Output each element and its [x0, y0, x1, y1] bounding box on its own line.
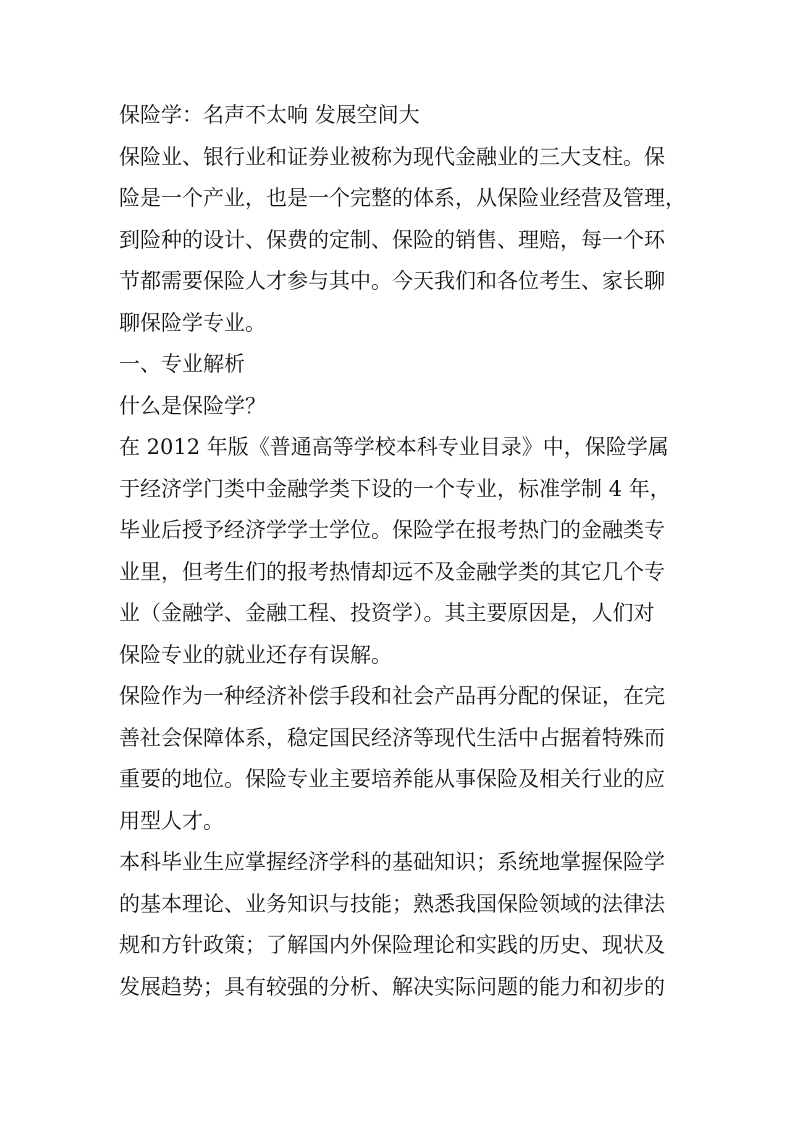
text-line: 保险业、银行业和证券业被称为现代金融业的三大支柱。保	[119, 144, 665, 169]
text-line: 保险作为一种经济补偿手段和社会产品再分配的保证，在完	[119, 684, 665, 708]
paragraph	[119, 842, 689, 1008]
document-title: 保险学：名声不太响 发展空间大	[119, 103, 420, 127]
text-line: 本科毕业生应掌握经济学科的基础知识；系统地掌握保险学	[119, 850, 665, 874]
text-line: 一、专业解析	[119, 352, 245, 376]
text-line: 用型人才。	[119, 808, 224, 833]
text-line: 什么是保险学？	[119, 393, 266, 418]
paragraph	[119, 427, 689, 676]
paragraph	[119, 676, 689, 842]
text-line: 到险种的设计、保费的定制、保险的销售、理赔，每一个环	[119, 227, 665, 252]
paragraph	[119, 386, 689, 428]
text-line: 业里，但考生们的报考热情却远不及金融学类的其它几个专	[119, 559, 665, 584]
text-line: 险是一个产业，也是一个完整的体系，从保险业经营及管理，	[119, 186, 686, 210]
text-line: 保险专业的就业还存有误解。	[119, 642, 392, 667]
text-line: 善社会保障体系，稳定国民经济等现代生活中占据着特殊而	[119, 725, 665, 750]
text-line: 毕业后授予经济学学士学位。保险学在报考热门的金融类专	[119, 518, 665, 542]
document-body	[119, 137, 689, 1009]
text-line: 规和方针政策；了解国内外保险理论和实践的历史、现状及	[119, 933, 665, 957]
text-line: 重要的地位。保险专业主要培养能从事保险及相关行业的应	[119, 767, 665, 791]
document-page	[119, 95, 689, 1008]
text-line: 于经济学门类中金融学类下设的一个专业，标准学制 4 年，	[119, 476, 671, 501]
paragraph	[119, 344, 689, 386]
text-line: 在 2012 年版《普通高等学校本科专业目录》中，保险学属	[119, 435, 669, 459]
text-line: 的基本理论、业务知识与技能；熟悉我国保险领域的法律法	[119, 891, 665, 916]
text-line: 聊保险学专业。	[119, 310, 266, 335]
paragraph	[119, 137, 689, 345]
text-line: 业（金融学、金融工程、投资学）。其主要原因是，人们对	[119, 601, 655, 625]
text-line: 发展趋势；具有较强的分析、解决实际问题的能力和初步的	[119, 974, 665, 999]
text-line: 节都需要保险人才参与其中。今天我们和各位考生、家长聊	[119, 269, 665, 293]
